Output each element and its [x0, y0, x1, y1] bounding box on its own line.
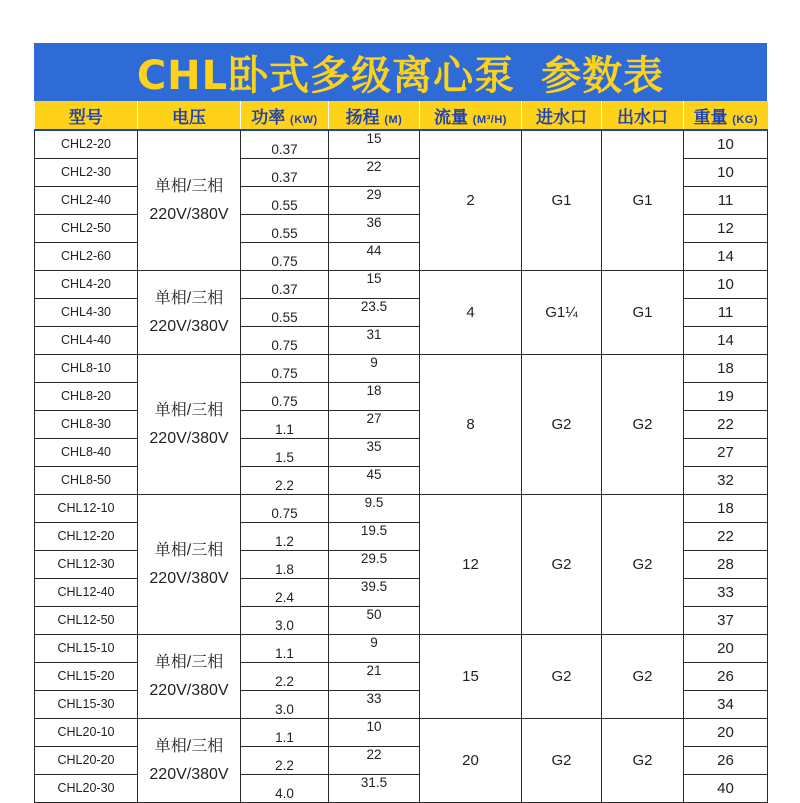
model-cell: CHL2-40	[35, 187, 138, 215]
weight-cell: 14	[684, 243, 768, 271]
power-cell: 1.1	[241, 719, 329, 747]
header-voltage: 电压	[138, 101, 241, 130]
weight-cell: 34	[684, 691, 768, 719]
head-cell: 31	[329, 327, 420, 355]
model-cell: CHL2-50	[35, 215, 138, 243]
model-cell: CHL20-10	[35, 719, 138, 747]
inlet-cell: G2	[522, 355, 602, 495]
head-cell: 36	[329, 215, 420, 243]
table-row	[35, 635, 768, 663]
power-cell: 0.75	[241, 383, 329, 411]
weight-cell: 19	[684, 383, 768, 411]
spec-body	[35, 130, 768, 803]
voltage-line: 单相/三相	[154, 289, 224, 307]
weight-cell: 26	[684, 747, 768, 775]
voltage-line: 220V/380V	[149, 681, 229, 699]
outlet-cell: G2	[602, 495, 684, 635]
header-inlet: 进水口	[522, 101, 602, 130]
model-cell: CHL4-20	[35, 271, 138, 299]
header-model: 型号	[35, 101, 138, 130]
voltage-line: 220V/380V	[149, 765, 229, 783]
head-cell: 15	[329, 271, 420, 299]
title-bar	[34, 43, 767, 101]
power-cell: 1.5	[241, 439, 329, 467]
weight-cell: 27	[684, 439, 768, 467]
weight-cell: 37	[684, 607, 768, 635]
power-cell: 0.37	[241, 130, 329, 159]
head-cell: 9.5	[329, 495, 420, 523]
power-cell: 4.0	[241, 775, 329, 803]
head-cell: 9	[329, 635, 420, 663]
flow-cell: 12	[420, 495, 522, 635]
model-cell: CHL12-20	[35, 523, 138, 551]
weight-cell: 14	[684, 327, 768, 355]
outlet-cell: G2	[602, 719, 684, 803]
model-cell: CHL8-40	[35, 439, 138, 467]
weight-cell: 11	[684, 299, 768, 327]
weight-cell: 22	[684, 523, 768, 551]
title-main: CHL卧式多级离心泵	[136, 52, 516, 99]
table-row	[35, 719, 768, 747]
power-cell: 2.4	[241, 579, 329, 607]
model-cell: CHL15-20	[35, 663, 138, 691]
voltage-cell	[138, 495, 241, 635]
inlet-cell: G2	[522, 495, 602, 635]
inlet-cell: G2	[522, 635, 602, 719]
weight-cell: 11	[684, 187, 768, 215]
power-cell: 1.8	[241, 551, 329, 579]
spec-sheet	[34, 43, 767, 803]
weight-cell: 12	[684, 215, 768, 243]
header-flow: 流量 (M³/H)	[420, 101, 522, 130]
head-cell: 39.5	[329, 579, 420, 607]
voltage-line: 单相/三相	[154, 401, 224, 419]
model-cell: CHL2-60	[35, 243, 138, 271]
header-head: 扬程 (M)	[329, 101, 420, 130]
weight-cell: 40	[684, 775, 768, 803]
head-cell: 21	[329, 663, 420, 691]
voltage-cell	[138, 130, 241, 271]
model-cell: CHL4-40	[35, 327, 138, 355]
head-cell: 29.5	[329, 551, 420, 579]
model-cell: CHL2-20	[35, 130, 138, 159]
weight-cell: 10	[684, 159, 768, 187]
flow-cell: 15	[420, 635, 522, 719]
model-cell: CHL4-30	[35, 299, 138, 327]
power-cell: 2.2	[241, 663, 329, 691]
weight-cell: 28	[684, 551, 768, 579]
head-cell: 9	[329, 355, 420, 383]
voltage-line: 220V/380V	[149, 429, 229, 447]
model-cell: CHL8-10	[35, 355, 138, 383]
model-cell: CHL20-30	[35, 775, 138, 803]
power-cell: 0.75	[241, 243, 329, 271]
model-cell: CHL12-50	[35, 607, 138, 635]
power-cell: 1.1	[241, 411, 329, 439]
model-cell: CHL8-50	[35, 467, 138, 495]
inlet-cell: G2	[522, 719, 602, 803]
model-cell: CHL12-10	[35, 495, 138, 523]
model-cell: CHL20-20	[35, 747, 138, 775]
power-cell: 0.37	[241, 159, 329, 187]
voltage-line: 单相/三相	[154, 541, 224, 559]
head-cell: 31.5	[329, 775, 420, 803]
outlet-cell: G2	[602, 355, 684, 495]
model-cell: CHL8-30	[35, 411, 138, 439]
weight-cell: 10	[684, 130, 768, 159]
voltage-line: 220V/380V	[149, 317, 229, 335]
head-cell: 29	[329, 187, 420, 215]
voltage-cell	[138, 271, 241, 355]
weight-cell: 18	[684, 495, 768, 523]
power-cell: 0.37	[241, 271, 329, 299]
voltage-line: 单相/三相	[154, 653, 224, 671]
head-cell: 18	[329, 383, 420, 411]
power-cell: 0.75	[241, 327, 329, 355]
inlet-cell: G1	[522, 130, 602, 271]
voltage-line: 220V/380V	[149, 205, 229, 223]
weight-cell: 22	[684, 411, 768, 439]
flow-cell: 4	[420, 271, 522, 355]
weight-cell: 18	[684, 355, 768, 383]
flow-cell: 2	[420, 130, 522, 271]
head-cell: 19.5	[329, 523, 420, 551]
power-cell: 0.55	[241, 187, 329, 215]
title-sub: 参数表	[541, 52, 665, 99]
table-row	[35, 130, 768, 159]
header-outlet: 出水口	[602, 101, 684, 130]
power-cell: 2.2	[241, 747, 329, 775]
model-cell: CHL2-30	[35, 159, 138, 187]
head-cell: 22	[329, 159, 420, 187]
head-cell: 33	[329, 691, 420, 719]
flow-cell: 20	[420, 719, 522, 803]
weight-cell: 10	[684, 271, 768, 299]
head-cell: 27	[329, 411, 420, 439]
power-cell: 1.2	[241, 523, 329, 551]
voltage-cell	[138, 719, 241, 803]
page-title	[137, 44, 664, 101]
voltage-line: 220V/380V	[149, 569, 229, 587]
header-weight: 重量 (KG)	[684, 101, 768, 130]
header-power: 功率 (KW)	[241, 101, 329, 130]
power-cell: 3.0	[241, 691, 329, 719]
power-cell: 3.0	[241, 607, 329, 635]
model-cell: CHL8-20	[35, 383, 138, 411]
power-cell: 0.55	[241, 299, 329, 327]
head-cell: 23.5	[329, 299, 420, 327]
power-cell: 1.1	[241, 635, 329, 663]
power-cell: 0.75	[241, 355, 329, 383]
head-cell: 10	[329, 719, 420, 747]
head-cell: 45	[329, 467, 420, 495]
table-row	[35, 271, 768, 299]
header-row	[35, 101, 768, 130]
weight-cell: 20	[684, 719, 768, 747]
model-cell: CHL15-30	[35, 691, 138, 719]
flow-cell: 8	[420, 355, 522, 495]
table-row	[35, 495, 768, 523]
weight-cell: 20	[684, 635, 768, 663]
model-cell: CHL15-10	[35, 635, 138, 663]
head-cell: 15	[329, 130, 420, 159]
model-cell: CHL12-40	[35, 579, 138, 607]
model-cell: CHL12-30	[35, 551, 138, 579]
weight-cell: 32	[684, 467, 768, 495]
outlet-cell: G1	[602, 130, 684, 271]
head-cell: 22	[329, 747, 420, 775]
outlet-cell: G1	[602, 271, 684, 355]
spec-table	[34, 101, 768, 803]
power-cell: 0.55	[241, 215, 329, 243]
head-cell: 50	[329, 607, 420, 635]
inlet-cell: G1¼	[522, 271, 602, 355]
power-cell: 2.2	[241, 467, 329, 495]
head-cell: 35	[329, 439, 420, 467]
outlet-cell: G2	[602, 635, 684, 719]
weight-cell: 26	[684, 663, 768, 691]
voltage-cell	[138, 635, 241, 719]
voltage-line: 单相/三相	[154, 737, 224, 755]
table-row	[35, 355, 768, 383]
voltage-line: 单相/三相	[154, 177, 224, 195]
weight-cell: 33	[684, 579, 768, 607]
head-cell: 44	[329, 243, 420, 271]
voltage-cell	[138, 355, 241, 495]
power-cell: 0.75	[241, 495, 329, 523]
